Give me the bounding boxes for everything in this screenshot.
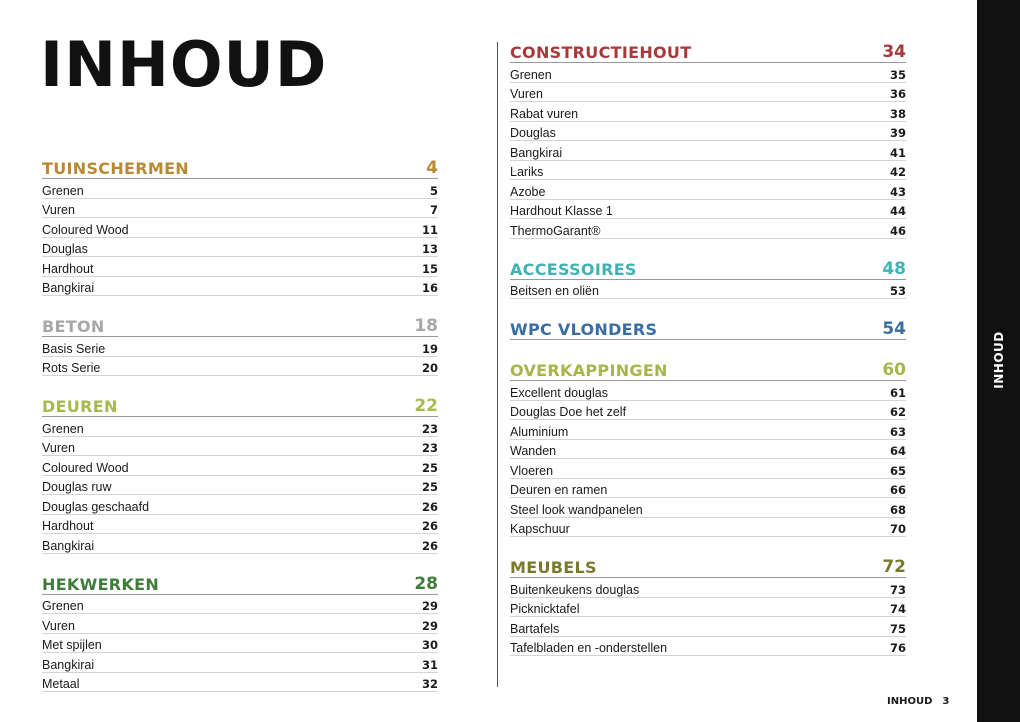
entry-label: Beitsen en oliën — [510, 284, 599, 298]
toc-entry[interactable] — [42, 595, 438, 615]
entry-page-number: 23 — [421, 421, 438, 436]
entry-page-number: 26 — [421, 519, 438, 533]
section-title: TUINSCHERMEN — [42, 159, 189, 178]
entry-page-number: 68 — [889, 502, 906, 517]
toc-entry[interactable] — [510, 401, 906, 421]
toc-entry[interactable] — [42, 257, 438, 277]
toc-entry[interactable] — [510, 122, 906, 142]
entry-label: Grenen — [42, 183, 84, 198]
entry-label: Coloured Wood — [42, 222, 129, 237]
toc-entry[interactable] — [510, 83, 906, 103]
section-heading[interactable] — [42, 572, 438, 595]
entry-page-number: 30 — [421, 638, 438, 652]
toc-section — [510, 555, 906, 656]
toc-section — [42, 394, 438, 554]
entry-page-number: 15 — [421, 261, 438, 276]
entry-label: Grenen — [42, 421, 84, 436]
entry-page-number: 25 — [421, 480, 438, 494]
entry-page-number: 32 — [421, 677, 438, 691]
section-page-number: 22 — [414, 396, 438, 416]
entry-page-number: 36 — [889, 87, 906, 101]
entry-label: ThermoGarant® — [510, 223, 601, 238]
entry-label: Coloured Wood — [42, 460, 129, 475]
entry-label: Steel look wandpanelen — [510, 502, 643, 517]
entry-label: Grenen — [510, 67, 552, 82]
section-page-number: 18 — [414, 316, 438, 336]
section-heading[interactable] — [510, 257, 906, 280]
entry-label: Douglas — [510, 126, 556, 140]
footer-label: INHOUD — [887, 696, 933, 707]
column-divider — [497, 42, 498, 687]
entry-page-number: 53 — [889, 284, 906, 298]
toc-entry[interactable] — [42, 673, 438, 693]
entry-label: Vloeren — [510, 463, 554, 478]
entry-page-number: 44 — [889, 204, 906, 218]
section-title: MEUBELS — [510, 558, 597, 577]
toc-entry[interactable] — [42, 277, 438, 297]
toc-entry[interactable] — [510, 280, 906, 300]
entry-page-number: 26 — [421, 538, 438, 553]
toc-entry[interactable] — [510, 141, 906, 161]
entry-label: Wanden — [510, 444, 557, 458]
toc-entry[interactable] — [42, 653, 438, 673]
entry-page-number: 75 — [889, 621, 906, 636]
toc-entry[interactable] — [510, 598, 906, 618]
entry-label: Hardhout — [42, 519, 94, 533]
entry-label: Buitenkeukens douglas — [510, 582, 640, 597]
entry-page-number: 31 — [421, 657, 438, 672]
entry-page-number: 63 — [889, 424, 906, 439]
section-heading[interactable] — [510, 40, 906, 63]
section-page-number: 54 — [882, 319, 906, 339]
entry-label: Aluminium — [510, 424, 569, 439]
toc-entry[interactable] — [42, 238, 438, 258]
entry-label: Douglas geschaafd — [42, 499, 150, 514]
section-title: DEUREN — [42, 397, 118, 416]
entry-page-number: 7 — [429, 203, 438, 217]
entry-page-number: 65 — [889, 463, 906, 478]
toc-entry[interactable] — [510, 420, 906, 440]
toc-entry[interactable] — [510, 102, 906, 122]
entry-label: Tafelbladen en -onderstellen — [510, 641, 668, 655]
section-title: CONSTRUCTIEHOUT — [510, 43, 692, 62]
entry-page-number: 11 — [421, 222, 438, 237]
section-heading[interactable] — [510, 358, 906, 381]
section-heading[interactable] — [42, 394, 438, 417]
entry-page-number: 20 — [421, 361, 438, 375]
entry-label: Vuren — [42, 618, 75, 633]
section-title: WPC VLONDERS — [510, 320, 658, 339]
entry-label: Rabat vuren — [510, 106, 579, 121]
sidebar-tab — [977, 0, 1020, 722]
entry-page-number: 29 — [421, 618, 438, 633]
entry-page-number: 23 — [421, 441, 438, 455]
entry-page-number: 73 — [889, 582, 906, 597]
entry-label: Bartafels — [510, 621, 560, 636]
toc-entry[interactable] — [42, 534, 438, 554]
entry-label: Kapschuur — [510, 522, 570, 536]
toc-section — [42, 572, 438, 693]
toc-right-column — [510, 40, 906, 656]
toc-entry[interactable] — [42, 357, 438, 377]
entry-page-number: 39 — [889, 126, 906, 140]
entry-page-number: 13 — [421, 242, 438, 256]
entry-page-number: 74 — [889, 602, 906, 616]
entry-page-number: 41 — [889, 145, 906, 160]
entry-label: Basis Serie — [42, 341, 106, 356]
sidebar-label: INHOUD — [991, 331, 1006, 389]
toc-section — [510, 317, 906, 340]
toc-entry[interactable] — [510, 440, 906, 460]
toc-entry[interactable] — [42, 634, 438, 654]
entry-page-number: 25 — [421, 460, 438, 475]
entry-page-number: 62 — [889, 405, 906, 419]
entry-page-number: 64 — [889, 444, 906, 458]
entry-label: Bangkirai — [42, 657, 95, 672]
entry-label: Picknicktafel — [510, 602, 580, 616]
entry-page-number: 26 — [421, 499, 438, 514]
footer-page-number: 3 — [942, 696, 950, 707]
section-title: HEKWERKEN — [42, 574, 160, 594]
toc-entry[interactable] — [42, 614, 438, 634]
section-page-number: 72 — [882, 557, 906, 577]
section-heading[interactable] — [42, 156, 438, 179]
section-page-number: 4 — [426, 158, 438, 178]
entry-page-number: 70 — [889, 522, 906, 536]
section-heading[interactable] — [510, 317, 906, 340]
section-title: ACCESSOIRES — [510, 259, 637, 279]
toc-entry[interactable] — [42, 199, 438, 219]
entry-label: Grenen — [42, 599, 84, 613]
entry-label: Douglas — [42, 242, 88, 256]
toc-entry[interactable] — [510, 459, 906, 479]
entry-page-number: 38 — [889, 106, 906, 121]
toc-entry[interactable] — [510, 637, 906, 657]
entry-label: Douglas ruw — [42, 480, 112, 494]
entry-label: Rots Serie — [42, 361, 101, 375]
toc-section — [510, 358, 906, 537]
toc-entry[interactable] — [42, 437, 438, 457]
section-heading[interactable] — [42, 314, 438, 337]
toc-entry[interactable] — [42, 179, 438, 199]
toc-entry[interactable] — [510, 219, 906, 239]
entry-page-number: 16 — [421, 281, 438, 295]
section-title: OVERKAPPINGEN — [510, 361, 668, 380]
entry-label: Bangkirai — [510, 145, 563, 160]
entry-label: Vuren — [510, 87, 543, 101]
entry-page-number: 66 — [889, 483, 906, 497]
page-footer — [887, 696, 959, 707]
toc-entry[interactable] — [510, 381, 906, 401]
entry-label: Metaal — [42, 677, 80, 691]
toc-entry[interactable] — [510, 578, 906, 598]
entry-label: Hardhout — [42, 261, 94, 276]
toc-entry[interactable] — [42, 495, 438, 515]
entry-page-number: 43 — [889, 184, 906, 199]
section-page-number: 28 — [414, 573, 438, 594]
toc-entry[interactable] — [510, 518, 906, 538]
toc-entry[interactable] — [510, 479, 906, 499]
entry-page-number: 35 — [889, 67, 906, 82]
toc-entry[interactable] — [42, 218, 438, 238]
entry-page-number: 19 — [421, 341, 438, 356]
entry-label: Lariks — [510, 165, 544, 179]
entry-label: Vuren — [42, 203, 75, 217]
section-page-number: 48 — [882, 258, 906, 279]
entry-label: Bangkirai — [42, 538, 95, 553]
toc-entry[interactable] — [510, 63, 906, 83]
entry-label: Deuren en ramen — [510, 483, 608, 497]
toc-entry[interactable] — [42, 337, 438, 357]
entry-label: Met spijlen — [42, 638, 102, 652]
entry-page-number: 76 — [889, 641, 906, 655]
toc-entry[interactable] — [510, 180, 906, 200]
entry-page-number: 5 — [429, 183, 438, 198]
entry-label: Bangkirai — [42, 281, 95, 295]
toc-entry[interactable] — [510, 200, 906, 220]
toc-left-column — [42, 156, 438, 692]
toc-section — [510, 40, 906, 239]
entry-label: Hardhout Klasse 1 — [510, 204, 613, 218]
entry-label: Excellent douglas — [510, 385, 608, 400]
toc-section — [42, 156, 438, 296]
entry-label: Douglas Doe het zelf — [510, 405, 627, 419]
entry-page-number: 61 — [889, 385, 906, 400]
section-heading[interactable] — [510, 555, 906, 578]
toc-entry[interactable] — [510, 161, 906, 181]
entry-page-number: 29 — [421, 599, 438, 613]
section-page-number: 34 — [882, 42, 906, 62]
entry-page-number: 42 — [889, 165, 906, 179]
toc-entry[interactable] — [42, 476, 438, 496]
entry-label: Vuren — [42, 441, 75, 455]
toc-section — [510, 257, 906, 300]
toc-entry[interactable] — [42, 456, 438, 476]
section-title: BETON — [42, 317, 105, 336]
toc-entry[interactable] — [42, 417, 438, 437]
toc-entry[interactable] — [510, 498, 906, 518]
entry-page-number: 46 — [889, 223, 906, 238]
toc-section — [42, 314, 438, 376]
entry-label: Azobe — [510, 184, 546, 199]
page-title: INHOUD — [40, 28, 328, 101]
toc-entry[interactable] — [42, 515, 438, 535]
toc-entry[interactable] — [510, 617, 906, 637]
section-page-number: 60 — [882, 360, 906, 380]
